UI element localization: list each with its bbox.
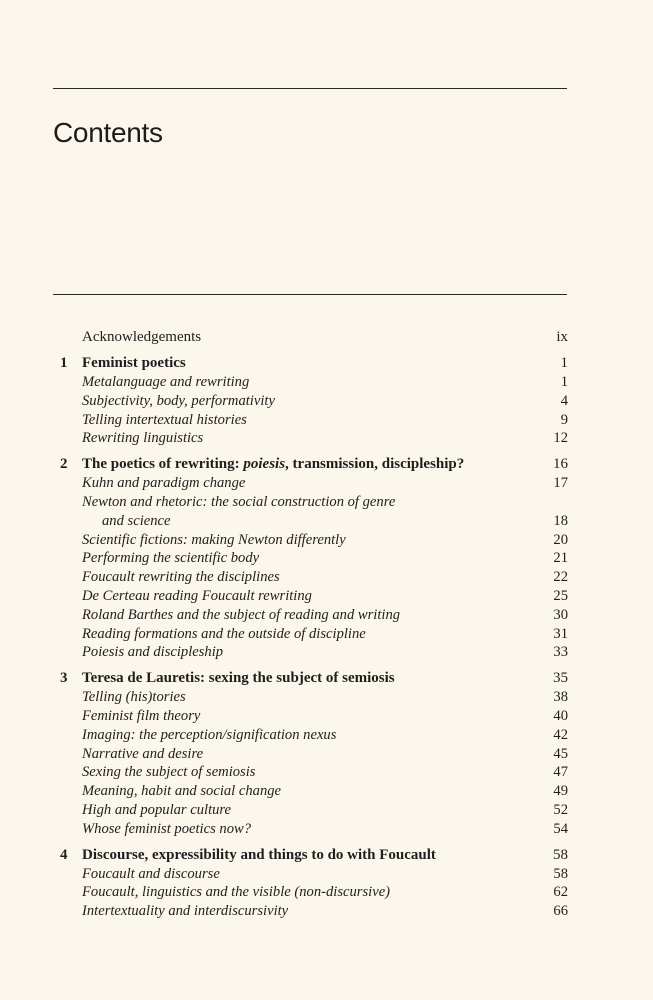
toc-page-number: 1 bbox=[560, 355, 568, 371]
toc-entry[interactable] bbox=[60, 531, 568, 550]
toc-entry-label bbox=[60, 883, 528, 902]
toc-entry-text: Imaging: the perception/signification nexus bbox=[82, 726, 337, 743]
toc-page-number: 31 bbox=[553, 625, 568, 642]
chapter-title-part: , transmission, discipleship? bbox=[285, 456, 465, 473]
toc-page-number: 30 bbox=[553, 606, 568, 623]
toc-entry[interactable] bbox=[60, 782, 568, 801]
toc-page-number: 35 bbox=[553, 670, 568, 687]
toc-entry-label bbox=[60, 411, 528, 430]
chapter-2 bbox=[60, 455, 568, 662]
toc-page-number: 62 bbox=[553, 884, 568, 901]
toc-acknowledgements[interactable] bbox=[60, 326, 568, 348]
toc-entry-text: Telling (his)tories bbox=[82, 689, 186, 706]
toc-entry[interactable] bbox=[60, 411, 568, 430]
toc-entry[interactable] bbox=[60, 820, 568, 839]
toc-entry[interactable] bbox=[60, 883, 568, 902]
page-title: Contents bbox=[53, 116, 163, 148]
toc-entry-label: Acknowledgements bbox=[82, 329, 202, 345]
chapter-number: 3 bbox=[60, 670, 68, 687]
toc-entry[interactable] bbox=[60, 902, 568, 921]
chapter-heading[interactable] bbox=[60, 846, 568, 865]
chapter-title bbox=[82, 846, 528, 865]
toc-entry[interactable] bbox=[60, 643, 568, 662]
toc-page-number: 20 bbox=[553, 531, 568, 548]
toc-page-number: 16 bbox=[553, 456, 568, 473]
toc-entry-text: Foucault, linguistics and the visible (non-discursive) bbox=[82, 884, 391, 901]
toc-entry[interactable] bbox=[60, 865, 568, 884]
toc-entry-text: Subjectivity, body, performativity bbox=[82, 392, 275, 409]
toc-page-number: 45 bbox=[553, 745, 568, 762]
toc-entry-text: Performing the scientific body bbox=[82, 550, 260, 567]
toc-entry-label bbox=[60, 429, 528, 448]
toc-page-number: 18 bbox=[553, 512, 568, 529]
toc-entry[interactable] bbox=[60, 606, 568, 625]
table-of-contents bbox=[60, 326, 568, 928]
toc-entry[interactable] bbox=[60, 587, 568, 606]
section-rule bbox=[53, 294, 567, 295]
toc-entry-label bbox=[60, 643, 528, 662]
toc-entry[interactable] bbox=[60, 373, 568, 392]
toc-entry-text: Foucault and discourse bbox=[82, 865, 220, 882]
toc-entry[interactable] bbox=[60, 763, 568, 782]
toc-page-number: 4 bbox=[560, 392, 568, 409]
toc-page-number: 54 bbox=[553, 820, 568, 837]
toc-entry[interactable] bbox=[60, 801, 568, 820]
toc-entry[interactable] bbox=[60, 474, 568, 493]
toc-entry[interactable] bbox=[60, 625, 568, 644]
toc-entry-label bbox=[60, 373, 528, 392]
chapter-heading[interactable] bbox=[60, 455, 568, 474]
toc-entry-label bbox=[60, 782, 528, 801]
toc-entry-text: Scientific fictions: making Newton differently bbox=[82, 531, 346, 548]
toc-page-number: 42 bbox=[553, 726, 568, 743]
toc-entry-label bbox=[60, 801, 528, 820]
chapter-1 bbox=[60, 354, 568, 448]
toc-entry[interactable] bbox=[60, 707, 568, 726]
toc-entry-text: Feminist film theory bbox=[82, 707, 201, 724]
toc-entry[interactable] bbox=[60, 493, 568, 531]
toc-entry-label bbox=[60, 745, 528, 764]
chapter-title-part: Discourse, expressibility and things to do with Foucault bbox=[82, 846, 436, 863]
toc-entry-label bbox=[60, 865, 528, 884]
chapter-4 bbox=[60, 846, 568, 921]
toc-page-number: 12 bbox=[553, 430, 568, 447]
chapter-number: 4 bbox=[60, 846, 68, 863]
toc-entry-label bbox=[60, 493, 528, 531]
toc-entry[interactable] bbox=[60, 726, 568, 745]
toc-entry-label bbox=[60, 707, 528, 726]
toc-entry-label bbox=[60, 820, 528, 839]
toc-entry-text: Poiesis and discipleship bbox=[82, 644, 224, 661]
toc-entry-text: Reading formations and the outside of discipline bbox=[82, 625, 366, 642]
chapter-list bbox=[60, 354, 568, 921]
toc-entry[interactable] bbox=[60, 392, 568, 411]
toc-page-number: 52 bbox=[553, 801, 568, 818]
toc-page-number: ix bbox=[556, 329, 568, 345]
toc-page-number: 33 bbox=[553, 644, 568, 661]
chapter-title bbox=[82, 455, 528, 474]
toc-page-number: 38 bbox=[553, 689, 568, 706]
toc-entry-text: Roland Barthes and the subject of reading and writing bbox=[82, 606, 401, 623]
toc-entry[interactable] bbox=[60, 688, 568, 707]
chapter-title-part: poiesis bbox=[243, 456, 286, 473]
toc-entry-text: High and popular culture bbox=[82, 801, 232, 818]
toc-entry[interactable] bbox=[60, 568, 568, 587]
toc-entry-text: Whose feminist poetics now? bbox=[82, 820, 252, 837]
toc-entry-text: Kuhn and paradigm change bbox=[82, 475, 246, 492]
chapter-3 bbox=[60, 669, 568, 838]
toc-page-number: 21 bbox=[553, 550, 568, 567]
toc-entry-text: Telling intertextual histories bbox=[82, 411, 247, 428]
toc-page-number: 9 bbox=[560, 411, 568, 428]
chapter-title bbox=[82, 354, 528, 373]
chapter-number: 1 bbox=[60, 355, 68, 371]
toc-entry[interactable] bbox=[60, 549, 568, 568]
toc-page-number: 47 bbox=[553, 764, 568, 781]
toc-entry-label bbox=[60, 531, 528, 550]
toc-entry-text: Sexing the subject of semiosis bbox=[82, 764, 256, 781]
toc-entry-label bbox=[60, 625, 528, 644]
toc-entry-text: Narrative and desire bbox=[82, 745, 204, 762]
toc-entry-continuation: and science bbox=[102, 512, 171, 529]
toc-entry-label bbox=[60, 902, 528, 921]
toc-entry-label bbox=[60, 763, 528, 782]
toc-entry-label bbox=[60, 549, 528, 568]
toc-entry-text: De Certeau reading Foucault rewriting bbox=[82, 587, 312, 604]
toc-page-number: 1 bbox=[560, 374, 568, 390]
chapter-heading[interactable] bbox=[60, 354, 568, 373]
toc-page-number: 22 bbox=[553, 569, 568, 586]
toc-entry-text: Rewriting linguistics bbox=[82, 430, 204, 447]
toc-entry-text: Newton and rhetoric: the social construction of genre bbox=[82, 493, 396, 510]
toc-page-number: 25 bbox=[553, 587, 568, 604]
chapter-heading[interactable] bbox=[60, 669, 568, 688]
toc-page-number: 40 bbox=[553, 707, 568, 724]
toc-entry[interactable] bbox=[60, 745, 568, 764]
chapter-title-part: Feminist poetics bbox=[82, 355, 186, 371]
toc-entry-label bbox=[60, 568, 528, 587]
toc-entry-label bbox=[60, 392, 528, 411]
chapter-title-part: Teresa de Lauretis: sexing the subject of semiosis bbox=[82, 670, 395, 687]
toc-page-number: 58 bbox=[553, 865, 568, 882]
toc-entry-label bbox=[60, 726, 528, 745]
toc-entry-label bbox=[60, 606, 528, 625]
toc-page-number: 17 bbox=[553, 475, 568, 492]
top-rule bbox=[53, 88, 567, 89]
chapter-number: 2 bbox=[60, 456, 68, 473]
toc-entry-text: Foucault rewriting the disciplines bbox=[82, 569, 280, 586]
toc-entry-label bbox=[60, 688, 528, 707]
toc-entry-text: Intertextuality and interdiscursivity bbox=[82, 903, 289, 920]
toc-entry-text: Meaning, habit and social change bbox=[82, 783, 282, 800]
chapter-title-part: The poetics of rewriting: bbox=[82, 456, 244, 473]
toc-page-number: 58 bbox=[553, 846, 568, 863]
toc-page-number: 66 bbox=[553, 903, 568, 920]
chapter-title bbox=[82, 669, 528, 688]
toc-entry[interactable] bbox=[60, 429, 568, 448]
toc-entry-text: Metalanguage and rewriting bbox=[82, 374, 250, 390]
toc-entry-label bbox=[60, 474, 528, 493]
toc-entry-label bbox=[60, 587, 528, 606]
toc-page-number: 49 bbox=[553, 783, 568, 800]
